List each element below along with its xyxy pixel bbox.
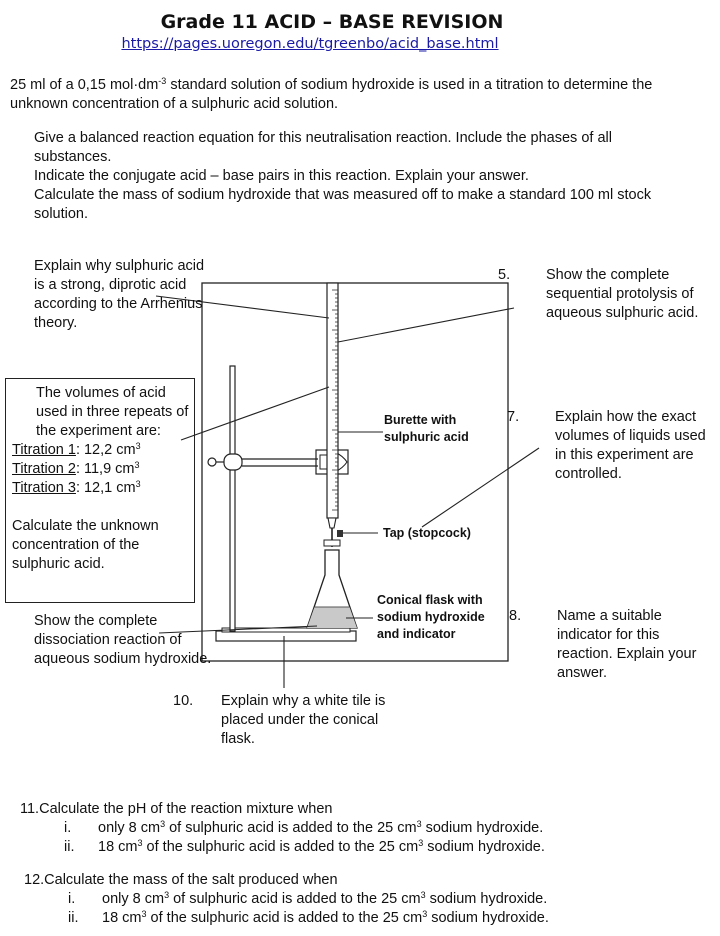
question-7-text: Explain how the exact volumes of liquids used in this experiment are controlled. [555, 409, 706, 482]
boss-head [224, 454, 242, 470]
question-11-text: Calculate the pH of the reaction mixture when [39, 801, 333, 817]
q11-ii-b: of the sulphuric acid is added to the 25 cm [142, 839, 419, 855]
q12-ii-sup2: 3 [422, 909, 428, 919]
q12-i-c: sodium hydroxide. [425, 891, 548, 907]
titration-3-label: Titration 3 [12, 480, 76, 496]
q12-ii-sup1: 3 [141, 909, 147, 919]
q12-i-sup2: 3 [420, 890, 426, 900]
clamp-screw [208, 458, 216, 466]
label-burette: Burette with sulphuric acid [384, 413, 469, 444]
q11-i-sup2: 3 [416, 819, 422, 829]
question-11-roman-ii: ii. [64, 839, 75, 855]
titration-3-value: : 12,1 cm [75, 480, 136, 496]
page-title: Grade 11 ACID – BASE REVISION [160, 11, 504, 33]
q11-i-sup1: 3 [160, 819, 166, 829]
source-link[interactable]: https://pages.uoregon.edu/tgreenbo/acid_base.html [121, 36, 499, 52]
question-6-text: Show the complete dissociation reaction of aqueous sodium hydroxide. [34, 613, 212, 667]
question-10-text: Explain why a white tile is placed under the conical flask. [221, 693, 386, 747]
tap-handle [337, 530, 343, 537]
q12-i-b: of sulphuric acid is added to the 25 cm [169, 891, 421, 907]
question-9-box [5, 378, 195, 603]
q11-ii-a: 18 cm [98, 839, 138, 855]
question-4-number [10, 257, 34, 276]
question-12 [24, 871, 704, 928]
q11-ii-c: sodium hydroxide. [423, 839, 545, 855]
pointer-q5 [338, 308, 514, 342]
question-9 [12, 384, 194, 441]
intro-text-2: standard solution of sodium hydroxide is used in a titration to determine the unknown concentration of a sulphuric acid solution. [10, 77, 653, 112]
question-8-text: Name a suitable indicator for this reaction. Explain your answer. [557, 608, 697, 681]
q11-ii-sup2: 3 [418, 838, 424, 848]
question-11-roman-i: i. [64, 820, 72, 836]
q12-ii-a: 18 cm [102, 910, 142, 926]
question-4-text: Explain why sulphuric acid is a strong, diprotic acid according to the Arrhenius theory. [34, 258, 205, 331]
q11-i-b: of sulphuric acid is added to the 25 cm [165, 820, 417, 836]
question-8 [509, 607, 717, 683]
question-9-number [12, 384, 36, 403]
question-10-number: 10. [173, 693, 194, 709]
question-8-number: 8. [509, 608, 522, 624]
question-9-text: The volumes of acid used in three repeats of the experiment are: [36, 385, 189, 439]
titration-1 [12, 441, 194, 460]
question-4 [10, 257, 212, 333]
question-5 [498, 266, 720, 323]
question-1-text: Give a balanced reaction equation for this neutralisation reaction. Include the phases of all substances. [34, 130, 612, 165]
question-11-item-i [20, 819, 700, 838]
q12-i-sup1: 3 [164, 890, 170, 900]
question-5-text: Show the complete sequential protolysis of aqueous sulphuric acid. [546, 267, 699, 321]
q12-ii-b: of the sulphuric acid is added to the 25 cm [146, 910, 423, 926]
question-12-number: 12. [24, 872, 45, 888]
question-10 [173, 692, 391, 749]
titration-2-label: Titration 2 [12, 461, 76, 477]
q11-i-a: only 8 cm [98, 820, 161, 836]
titration-3 [12, 479, 194, 498]
label-flask: Conical flask with sodium hydroxide and indicator [377, 593, 485, 641]
question-6-number [10, 612, 34, 631]
label-tap: Tap (stopcock) [383, 526, 471, 540]
question-12-item-ii [24, 909, 704, 928]
question-11 [20, 800, 700, 857]
q12-ii-c: sodium hydroxide. [427, 910, 549, 926]
intro-text-1: 25 ml of a 0,15 mol·dm [10, 77, 159, 93]
question-6 [10, 612, 212, 669]
titration-1-label: Titration 1 [12, 442, 76, 458]
titration-2 [12, 460, 194, 479]
titration-3-sup: 3 [135, 479, 141, 489]
question-7 [507, 408, 715, 484]
pointer-q7 [422, 448, 539, 527]
titration-2-value: : 11,9 cm [75, 461, 135, 477]
question-12-item-i [24, 890, 704, 909]
q11-ii-sup1: 3 [137, 838, 143, 848]
question-5-number: 5. [498, 267, 511, 283]
q11-i-c: sodium hydroxide. [421, 820, 544, 836]
question-12-roman-i: i. [68, 891, 76, 907]
stand-rod [230, 366, 235, 631]
titration-2-sup: 3 [134, 460, 140, 470]
titration-1-value: : 12,2 cm [75, 442, 136, 458]
question-7-number: 7. [507, 409, 520, 425]
question-11-item-ii [20, 838, 700, 857]
question-2-text: Indicate the conjugate acid – base pairs in this reaction. Explain your answer. [34, 168, 529, 184]
question-11-number: 11. [20, 801, 40, 817]
question-12-text: Calculate the mass of the salt produced when [44, 872, 338, 888]
question-9-calc: Calculate the unknown concentration of the sulphuric acid. [12, 518, 159, 572]
question-3-text: Calculate the mass of sodium hydroxide that was measured off to make a standard 100 ml stock solution. [34, 187, 652, 222]
question-12-roman-ii: ii. [68, 910, 79, 926]
pointer-q9 [181, 387, 329, 440]
q12-i-a: only 8 cm [102, 891, 165, 907]
intro-sup: -3 [158, 76, 167, 86]
titration-1-sup: 3 [135, 441, 141, 451]
